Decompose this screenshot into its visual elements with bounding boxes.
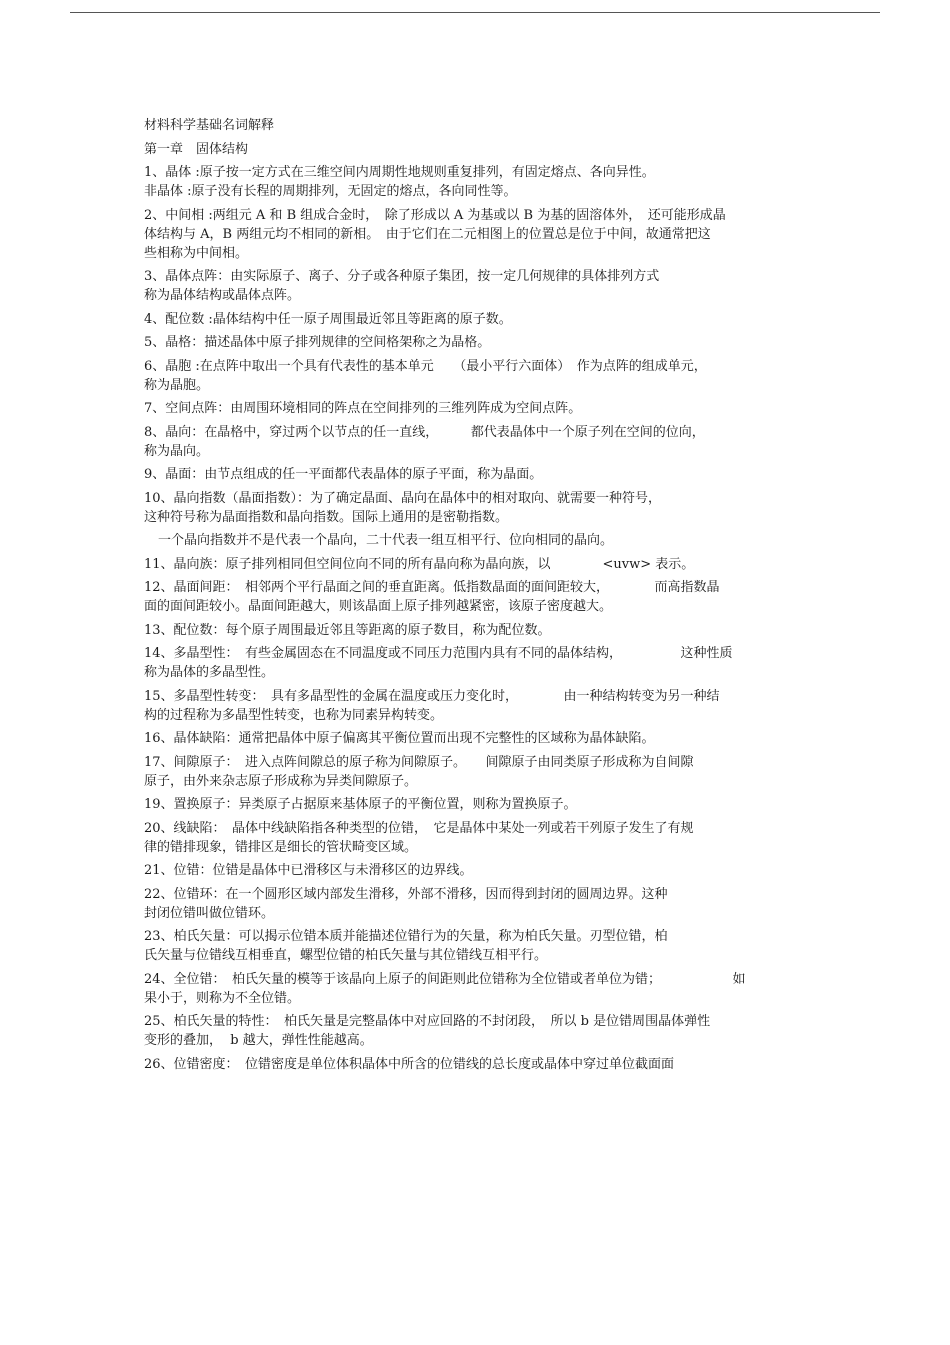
text-line: 4、配位数 :晶体结构中任一原子周围最近邻且等距离的原子数。 <box>144 311 512 327</box>
document-title: 材料科学基础名词解释 <box>144 118 275 133</box>
chapter-heading: 第一章 固体结构 <box>144 141 249 157</box>
text-line: 称为晶体的多晶型性。 <box>144 665 275 680</box>
text-line: 氏矢量与位错线互相垂直，螺型位错的柏氏矢量与其位错线互相平行。 <box>144 948 548 963</box>
text-line: 20、线缺陷： 晶体中线缺陷指各种类型的位错， 它是晶体中某处一列或若干列原子发生了有规 <box>144 820 694 836</box>
text-line: 些相称为中间相。 <box>144 245 249 261</box>
text-line: 9、晶面：由节点组成的任一平面都代表晶体的原子平面，称为晶面。 <box>144 467 543 482</box>
text-line: 7、空间点阵：由周围环境相同的阵点在空间排列的三维列阵成为空间点阵。 <box>144 401 582 416</box>
text-line: 称为晶体结构或晶体点阵。 <box>144 288 301 303</box>
text-line: 15、多晶型性转变： 具有多晶型性的金属在温度或压力变化时， 由一种结构转变为另一种结 <box>144 688 720 704</box>
text-line: 2、中间相 :两组元 A 和 B 组成合金时， 除了形成以 A 为基或以 B 为基的固溶体外， 还可能形成晶 <box>144 207 726 223</box>
text-line: 非晶体 :原子没有长程的周期排列，无固定的熔点，各向同性等。 <box>144 184 517 199</box>
text-line: 10、晶向指数（晶面指数）：为了确定晶面、晶向在晶体中的相对取向、就需要一种符号， <box>144 490 662 506</box>
text-line: 26、位错密度： 位错密度是单位体积晶体中所含的位错线的总长度或晶体中穿过单位截面面 <box>144 1056 675 1072</box>
text-line: 1、晶体 :原子按一定方式在三维空间内周期性地规则重复排列，有固定熔点、各向异性。 <box>144 165 655 180</box>
text-line: 23、柏氏矢量：可以揭示位错本质并能描述位错行为的矢量，称为柏氏矢量。刃型位错，柏 <box>144 929 668 944</box>
text-line: 25、柏氏矢量的特性： 柏氏矢量是完整晶体中对应回路的不封闭段， 所以 b 是位错周围晶体弹性 <box>144 1014 711 1029</box>
text-line: 3、晶体点阵：由实际原子、离子、分子或各种原子集团，按一定几何规律的具体排列方式 <box>144 269 660 284</box>
text-line: 体结构与 A，B 两组元均不相同的新相。 由于它们在二元相图上的位置总是位于中间，故通常把这 <box>144 226 711 242</box>
text-line: 一个晶向指数并不是代表一个晶向，二十代表一组互相平行、位向相同的晶向。 <box>158 533 614 548</box>
document-body <box>144 118 824 1073</box>
text-line: 面的面间距较小。晶面间距越大，则该晶面上原子排列越紧密，该原子密度越大。 <box>144 599 613 614</box>
text-line: 19、置换原子：异类原子占据原来基体原子的平衡位置，则称为置换原子。 <box>144 797 577 812</box>
text-line: 16、晶体缺陷：通常把晶体中原子偏离其平衡位置而出现不完整性的区域称为晶体缺陷。 <box>144 731 655 746</box>
text-line: 变形的叠加， b 越大，弹性性能越高。 <box>144 1033 373 1048</box>
text-line: 21、位错：位错是晶体中已滑移区与未滑移区的边界线。 <box>144 863 473 878</box>
text-line: 13、配位数：每个原子周围最近邻且等距离的原子数目，称为配位数。 <box>144 622 551 638</box>
text-line: 原子，由外来杂志原子形成称为异类间隙原子。 <box>144 773 418 789</box>
text-line: 6、晶胞 :在点阵中取出一个具有代表性的基本单元 （最小平行六面体） 作为点阵的组成单元， <box>144 358 707 374</box>
text-line: 律的错排现象，错排区是细长的管状畸变区域。 <box>144 839 418 855</box>
text-line: 24、全位错： 柏氏矢量的模等于该晶向上原子的间距则此位错称为全位错或者单位为错； 如 <box>144 971 746 987</box>
text-line: 8、晶向：在晶格中，穿过两个以节点的任一直线， 都代表晶体中一个原子列在空间的位向， <box>144 424 705 440</box>
text-line: 果小于，则称为不全位错。 <box>144 990 301 1006</box>
text-line: 称为晶胞。 <box>144 377 210 393</box>
text-line: 这种符号称为晶面指数和晶向指数。国际上通用的是密勒指数。 <box>144 509 509 525</box>
text-line: 封闭位错叫做位错环。 <box>144 905 275 921</box>
text-line: 12、晶面间距： 相邻两个平行晶面之间的垂直距离。低指数晶面的面间距较大， 而高指数晶 <box>144 580 720 595</box>
text-line: 14、多晶型性： 有些金属固态在不同温度或不同压力范围内具有不同的晶体结构， 这种性质 <box>144 646 733 661</box>
text-line: 17、间隙原子： 进入点阵间隙总的原子称为间隙原子。 间隙原子由同类原子形成称为自间隙 <box>144 754 694 770</box>
text-line: 构的过程称为多晶型性转变，也称为同素异构转变。 <box>144 707 444 723</box>
header-rule <box>70 12 880 13</box>
text-line: 11、晶向族：原子排列相同但空间位向不同的所有晶向称为晶向族，以 <uvw> 表示。 <box>144 556 695 572</box>
text-line: 22、位错环：在一个圆形区域内部发生滑移，外部不滑移，因而得到封闭的圆周边界。这种 <box>144 886 668 902</box>
text-line: 称为晶向。 <box>144 443 210 459</box>
text-line: 5、晶格：描述晶体中原子排列规律的空间格架称之为晶格。 <box>144 335 491 350</box>
